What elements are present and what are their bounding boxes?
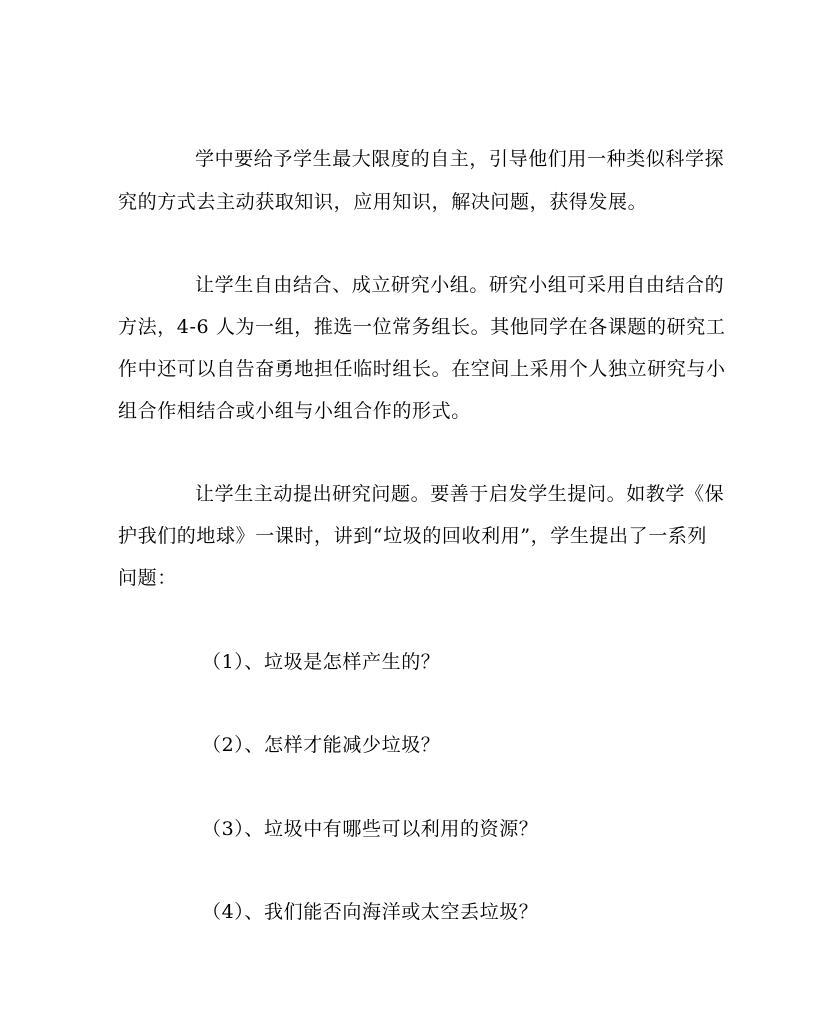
question-item-2: （2）、怎样才能减少垃圾？ bbox=[202, 734, 441, 756]
question-item-1: （1）、垃圾是怎样产生的？ bbox=[202, 651, 441, 673]
paragraph-3-line-3: 问题： bbox=[118, 567, 177, 589]
paragraph-3-line-2: 护我们的地球》一课时，讲到“垃圾的回收利用”，学生提出了一系列 bbox=[118, 525, 708, 547]
paragraph-2-line-4: 组合作相结合或小组与小组合作的形式。 bbox=[118, 400, 471, 422]
paragraph-1-line-2: 究的方式去主动获取知识，应用知识，解决问题，获得发展。 bbox=[118, 191, 648, 213]
question-item-4: （4）、我们能否向海洋或太空丢垃圾？ bbox=[202, 901, 539, 923]
paragraph-2-line-2: 方法，4-6 人为一组，推选一位常务组长。其他同学在各课题的研究工 bbox=[118, 316, 726, 338]
question-item-3: （3）、垃圾中有哪些可以利用的资源？ bbox=[202, 818, 539, 840]
paragraph-2-line-1: 让学生自由结合、成立研究小组。研究小组可采用自由结合的 bbox=[195, 274, 725, 296]
paragraph-3-line-1: 让学生主动提出研究问题。要善于启发学生提问。如教学《保 bbox=[195, 483, 725, 505]
paragraph-2-line-3: 作中还可以自告奋勇地担任临时组长。在空间上采用个人独立研究与小 bbox=[118, 358, 726, 380]
paragraph-1-line-1: 学中要给予学生最大限度的自主，引导他们用一种类似科学探 bbox=[195, 148, 725, 170]
